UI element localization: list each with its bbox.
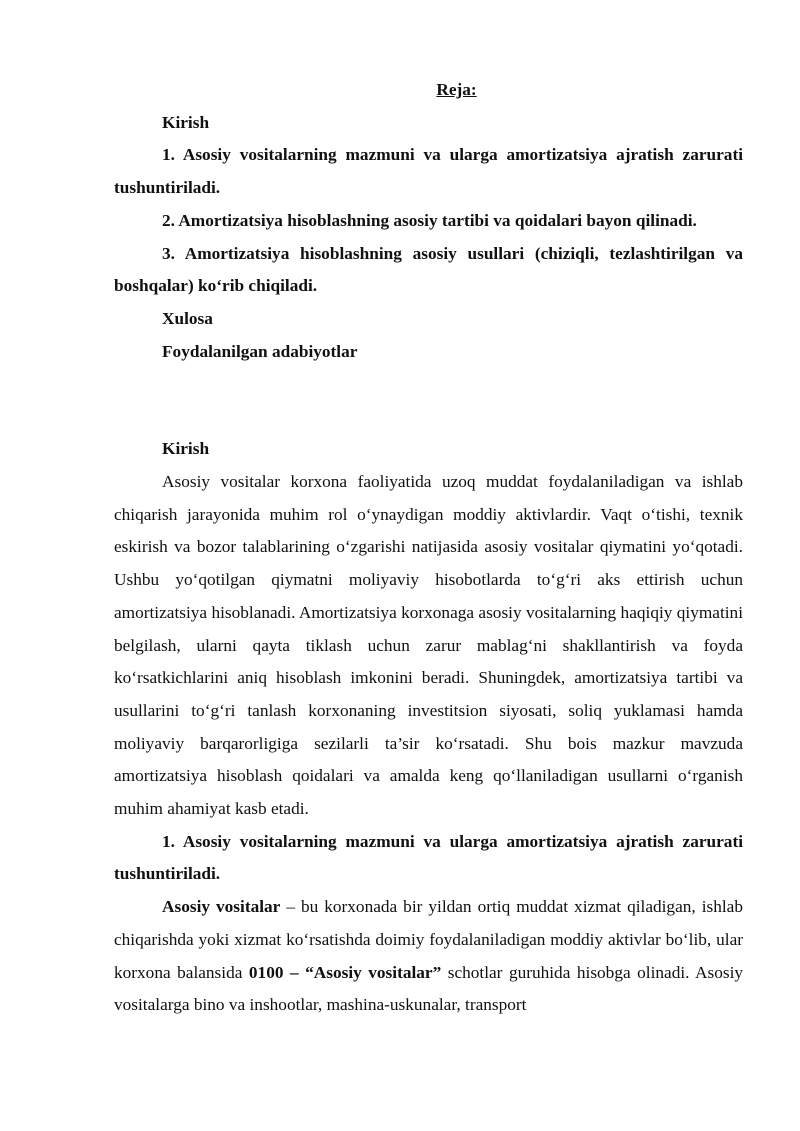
plan-title: Reja: <box>436 80 477 99</box>
section1-heading: 1. Asosiy vositalarning mazmuni va ularga amortizatsiya ajratish zarurati tushuntiriladi. <box>114 831 743 884</box>
plan-intro: Kirish <box>162 112 210 132</box>
definition-paragraph <box>114 891 743 1022</box>
intro-paragraph: Asosiy vositalar korxona faoliyatida uzoq muddat foydalaniladigan va ishlab chiqarish jarayonida muhim rol o‘ynaydigan moddiy aktivlardir. Vaqt o‘tishi, texnik eskirish va bozor talablarining o‘zgarishi natijasida asosiy vositalar qiymatini yo‘qotadi. Ushbu yo‘qotilgan qiymatni moliyaviy hisobotlarda to‘g‘ri aks ettirish uchun amortizatsiya hisoblanadi. Amortizatsiya korxonaga asosiy vositalarning haqiqiy qiymatini belgilash, ularni qayta tiklash uchun zarur mablag‘ni shakllantirish va foyda ko‘rsatkichlarini aniq hisoblash imkonini beradi. Shuningdek, amortizatsiya tartibi va usullarini to‘g‘ri tanlash korxonaning investitsion siyosati, soliq yuklamasi hamda moliyaviy barqarorligiga sezilarli ta’sir ko‘rsatadi. Shu bois mazkur mavzuda amortizatsiya hisoblash qoidalari va amalda keng qo‘llaniladigan usullarni o‘rganish muhim ahamiyat kasb etadi. <box>114 472 743 819</box>
definition-account: 0100 – “Asosiy vositalar” <box>248 962 442 982</box>
definition-term: Asosiy vositalar <box>162 897 281 917</box>
plan-item-1: 1. Asosiy vositalarning mazmuni va ularga amortizatsiya ajratish zarurati tushuntiriladi. <box>114 145 743 198</box>
section-spacer <box>114 368 743 433</box>
definition-text-1: – bu korxonada bir yildan ortiq muddat xizmat qiladigan, ishlab chiqarishda yoki xizmat ko‘rsatishda doimiy foydalaniladigan moddiy aktivlar bo‘lib, ular korxona balansida <box>114 897 743 982</box>
plan-references: Foydalanilgan adabiyotlar <box>162 341 358 361</box>
intro-heading: Kirish <box>162 439 210 459</box>
plan-item-2: 2. Amortizatsiya hisoblashning asosiy tartibi va qoidalari bayon qilinadi. <box>162 210 697 230</box>
plan-conclusion: Xulosa <box>162 308 213 328</box>
document-page <box>114 74 743 1022</box>
plan-item-3: 3. Amortizatsiya hisoblashning asosiy usullari (chiziqli, tezlashtirilgan va boshqalar) ko‘rib chiqiladi. <box>114 243 743 296</box>
definition-text-2: schotlar guruhida hisobga olinadi. Asosiy vositalarga bino va inshootlar, mashina-uskunalar, transport <box>114 962 744 1015</box>
